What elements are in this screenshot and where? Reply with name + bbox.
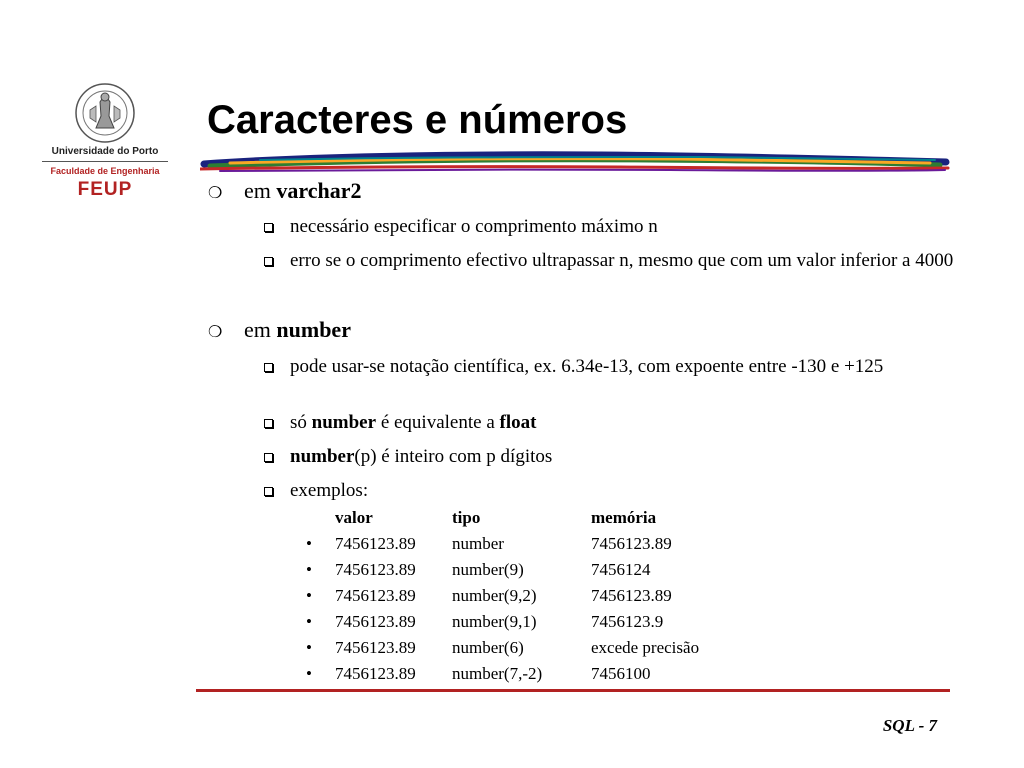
university-name: Universidade do Porto [51, 146, 159, 157]
dot-bullet-icon: • [306, 612, 312, 631]
square-bullet-icon [264, 453, 273, 462]
square-bullet-icon [264, 487, 273, 496]
dot-bullet-icon: • [306, 534, 312, 553]
decorative-brush-stroke [200, 151, 950, 177]
footer-divider [196, 689, 950, 692]
list-item: necessário especificar o comprimento máximo n [260, 215, 960, 239]
bullet-number: ❍ em number [208, 317, 351, 346]
square-bullet-icon [264, 363, 273, 372]
feup-logo [30, 82, 180, 212]
slide-title: Caracteres e números [207, 98, 628, 142]
circle-bullet-icon: ❍ [208, 185, 223, 202]
bullet-varchar2: ❍ em varchar2 [208, 178, 362, 207]
dot-bullet-icon: • [306, 586, 312, 605]
circle-bullet-icon: ❍ [208, 324, 223, 341]
list-item: pode usar-se notação científica, ex. 6.34e-13, com expoente entre -130 e +125 [260, 355, 960, 379]
list-item: só number é equivalente a float [260, 411, 960, 435]
square-bullet-icon [264, 257, 273, 266]
keyword-number: number [276, 317, 351, 342]
square-bullet-icon [264, 223, 273, 232]
dot-bullet-icon: • [306, 638, 312, 657]
list-item: exemplos: [260, 479, 960, 503]
dot-bullet-icon: • [306, 560, 312, 579]
keyword-varchar2: varchar2 [276, 178, 362, 203]
dot-bullet-icon: • [306, 664, 312, 683]
list-item: erro se o comprimento efectivo ultrapassar n, mesmo que com um valor inferior a 4000 [260, 249, 960, 273]
list-item: number(p) é inteiro com p dígitos [260, 445, 960, 469]
slide-footer: SQL - 7 [882, 716, 937, 735]
faculty-acronym: FEUP [77, 179, 133, 200]
university-seal-icon [74, 82, 136, 144]
logo-divider [42, 161, 168, 162]
square-bullet-icon [264, 419, 273, 428]
faculty-name: Faculdade de Engenharia [50, 166, 160, 176]
